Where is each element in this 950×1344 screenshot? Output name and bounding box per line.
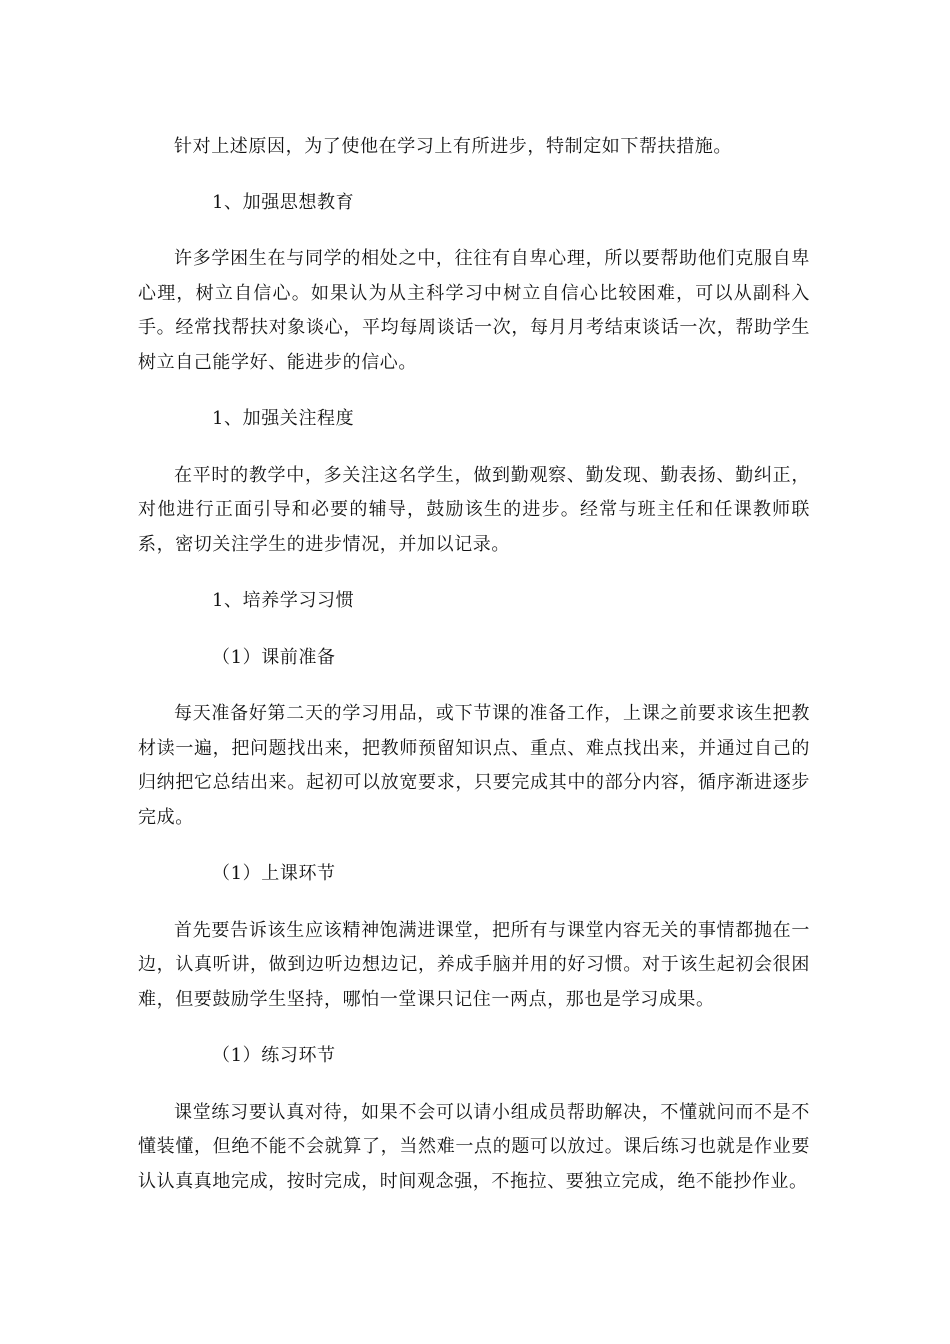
subsection-heading-in-class: （1）上课环节 — [212, 863, 336, 884]
subsection-body-practice: 课堂练习要认真对待，如果不会可以请小组成员帮助解决，不懂就问而不是不懂装懂，但绝不能不会就算了，当然难一点的题可以放过。课后练习也就是作业要认认真真地完成，按时完成，时间观念强，不拖拉、要独立完成，绝不能抄作业。 — [138, 1101, 810, 1192]
subsection-body-pre-class: 每天准备好第二天的学习用品，或下节课的准备工作，上课之前要求该生把教材读一遍，把问题找出来，把教师预留知识点、重点、难点找出来，并通过自己的归纳把它总结出来。起初可以放宽要求，只要完成其中的部分内容，循序渐进逐步完成。 — [138, 703, 810, 828]
subsection-heading-practice: （1）练习环节 — [212, 1045, 336, 1066]
section-heading-thought-education: 1、加强思想教育 — [212, 191, 355, 213]
section-body-attention: 在平时的教学中，多关注这名学生，做到勤观察、勤发现、勤表扬、勤纠正，对他进行正面引导和必要的辅导，鼓励该生的进步。经常与班主任和任课教师联系，密切关注学生的进步情况，并加以记录。 — [138, 464, 810, 555]
section-heading-attention: 1、加强关注程度 — [212, 408, 355, 429]
subsection-body-in-class: 首先要告诉该生应该精神饱满进课堂，把所有与课堂内容无关的事情都抛在一边，认真听讲，做到边听边想边记，养成手脑并用的好习惯。对于该生起初会很困难，但要鼓励学生坚持，哪怕一堂课只记住一两点，那也是学习成果。 — [138, 919, 810, 1010]
document-body — [138, 130, 810, 1199]
section-heading-study-habits: 1、培养学习习惯 — [212, 590, 355, 611]
intro-paragraph: 针对上述原因，为了使他在学习上有所进步，特制定如下帮扶措施。 — [174, 136, 732, 157]
section-body-thought-education: 许多学困生在与同学的相处之中，往往有自卑心理，所以要帮助他们克服自卑心理，树立自信心。如果认为从主科学习中树立自信心比较困难，可以从副科入手。经常找帮扶对象谈心，平均每周谈话一次，每月月考结束谈话一次，帮助学生树立自己能学好、能进步的信心。 — [138, 248, 810, 373]
subsection-heading-pre-class: （1）课前准备 — [212, 646, 336, 668]
